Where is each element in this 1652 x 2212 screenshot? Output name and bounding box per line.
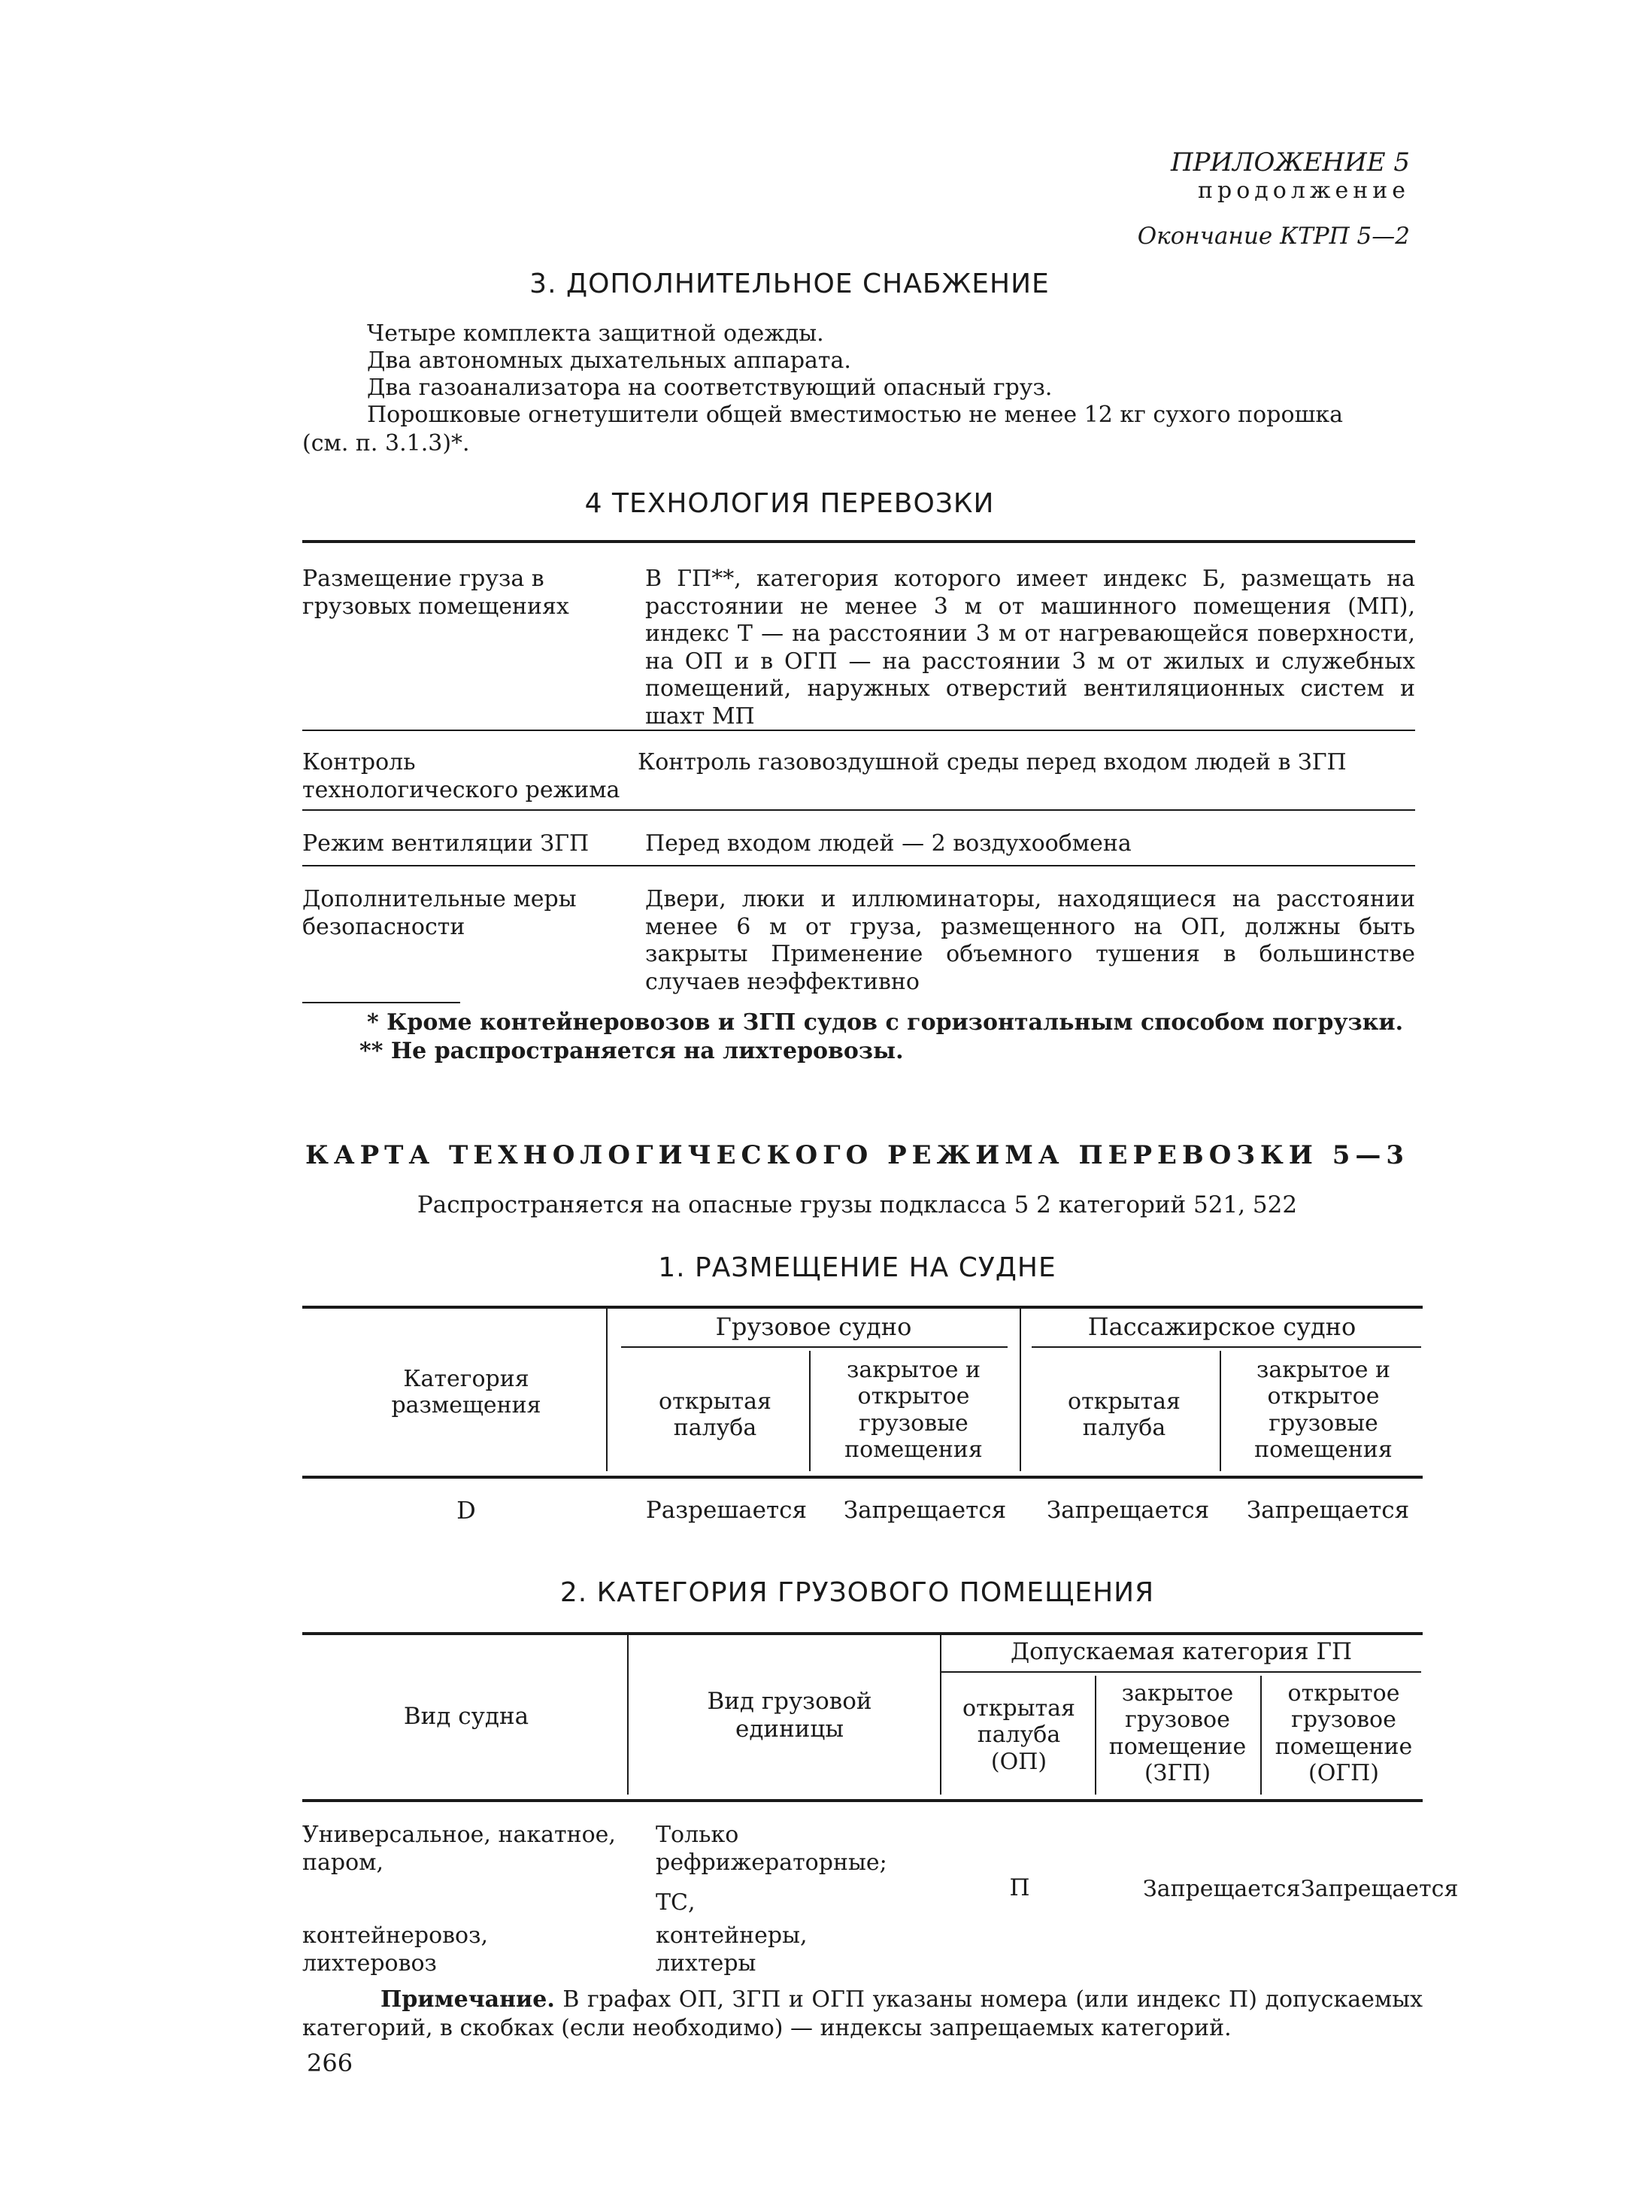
tech-row-label: Дополнительные меры безопасности bbox=[302, 886, 577, 940]
section4-title: 4 ТЕХНОЛОГИЯ ПЕРЕВОЗКИ bbox=[584, 488, 995, 519]
hold-cargo-unit: ТС, bbox=[656, 1889, 696, 1916]
supply-line-2: Два автономных дыхательных аппарата. bbox=[367, 347, 851, 374]
hold-cargo-unit: Только рефрижераторные; bbox=[656, 1822, 887, 1876]
table-vrule bbox=[1260, 1676, 1262, 1795]
hold-col-unit: Вид грузовой единицы bbox=[707, 1688, 872, 1743]
placement-sub-closed: закрытое и открытое грузовые помещения bbox=[844, 1357, 983, 1464]
table-rule bbox=[941, 1671, 1421, 1673]
table-vrule bbox=[1095, 1676, 1096, 1795]
tech-row-label: Размещение груза в грузовых помещениях bbox=[302, 566, 569, 620]
placement-cell: Запрещается bbox=[843, 1497, 1007, 1524]
placement-group-cargo: Грузовое судно bbox=[715, 1312, 912, 1341]
ktrp-subtitle: Распространяется на опасные грузы подкласса 5 2 категорий 521, 522 bbox=[417, 1191, 1298, 1218]
table-rule bbox=[302, 730, 1415, 731]
table-rule bbox=[621, 1346, 1008, 1348]
table-vrule bbox=[809, 1351, 811, 1471]
hold-cell-op: П bbox=[1009, 1874, 1030, 1901]
ktrp-ending-label: Окончание КТРП 5—2 bbox=[1137, 223, 1410, 250]
hold-sub-zgp: закрытое грузовое помещение (ЗГП) bbox=[1108, 1680, 1247, 1787]
table-rule bbox=[1032, 1346, 1421, 1348]
placement-sub-open: открытая палуба bbox=[659, 1388, 771, 1442]
placement-cell: D bbox=[456, 1496, 476, 1525]
table-rule bbox=[302, 865, 1415, 866]
hold-ship-type: контейнеровоз, лихтеровоз bbox=[302, 1922, 489, 1977]
table-vrule bbox=[627, 1635, 629, 1795]
ktrp-title: КАРТА ТЕХНОЛОГИЧЕСКОГО РЕЖИМА ПЕРЕВОЗКИ 5—3 bbox=[305, 1140, 1410, 1170]
table-rule bbox=[302, 1632, 1423, 1635]
tech-row-text: В ГП**, категория которого имеет индекс Б, размещать на расстоянии не менее 3 м от машинного помещения (МП), индекс Т — на расстоянии 3 м от нагревающейся поверхности, на ОП и в ОГП — на расстоянии 3 м от жилых и служебных помещений, наружных отверстий вентиляционных систем и шахт МП bbox=[645, 566, 1415, 730]
placement-sub-open: открытая палуба bbox=[1068, 1388, 1181, 1442]
table-vrule bbox=[1220, 1351, 1221, 1471]
placement-col-category: Категория размещения bbox=[391, 1366, 541, 1419]
hold-title: 2. КАТЕГОРИЯ ГРУЗОВОГО ПОМЕЩЕНИЯ bbox=[559, 1577, 1155, 1608]
section3-title: 3. ДОПОЛНИТЕЛЬНОЕ СНАБЖЕНИЕ bbox=[529, 269, 1050, 299]
table-rule bbox=[302, 1476, 1423, 1479]
footnote-2: ** Не распространяется на лихтеровозы. bbox=[359, 1038, 904, 1064]
supply-line-5: (см. п. 3.1.3)*. bbox=[302, 430, 470, 457]
hold-ship-type: Универсальное, накатное, паром, bbox=[302, 1822, 616, 1876]
tech-row-text: Контроль газовоздушной среды перед входом людей в ЗГП bbox=[638, 749, 1347, 775]
hold-sub-ogp: открытое грузовое помещение (ОГП) bbox=[1275, 1680, 1413, 1787]
table-rule bbox=[302, 540, 1415, 543]
footnote-rule bbox=[302, 1002, 460, 1003]
continuation-label: продолжение bbox=[1198, 178, 1410, 204]
tech-row-text: Перед входом людей — 2 воздухообмена bbox=[645, 830, 1132, 857]
footnote-1: * Кроме контейнеровозов и ЗГП судов с горизонтальным способом погрузки. bbox=[367, 1009, 1404, 1036]
table-rule bbox=[302, 1306, 1423, 1309]
supply-line-1: Четыре комплекта защитной одежды. bbox=[367, 320, 824, 347]
hold-sub-op: открытая палуба (ОП) bbox=[962, 1695, 1075, 1775]
tech-row-label: Контроль технологического режима bbox=[302, 749, 620, 803]
hold-cargo-unit: контейнеры, лихтеры bbox=[656, 1922, 808, 1977]
page-number: 266 bbox=[307, 2049, 353, 2077]
hold-group: Допускаемая категория ГП bbox=[1010, 1638, 1353, 1665]
placement-cell: Разрешается bbox=[645, 1497, 808, 1524]
placement-group-passenger: Пассажирское судно bbox=[1087, 1312, 1356, 1341]
placement-sub-closed: закрытое и открытое грузовые помещения bbox=[1254, 1357, 1393, 1464]
placement-title: 1. РАЗМЕЩЕНИЕ НА СУДНЕ bbox=[658, 1252, 1056, 1283]
note-label: Примечание. bbox=[380, 1986, 555, 2013]
hold-col-ship: Вид судна bbox=[403, 1703, 529, 1730]
note-text: В графах ОП, ЗГП и ОГП указаны номера (или индекс П) допускаемых категорий, в скобках (если необходимо) — индексы запрещаемых категорий. bbox=[302, 1986, 1423, 2041]
table-rule bbox=[302, 809, 1415, 811]
placement-cell: Запрещается bbox=[1246, 1497, 1410, 1524]
supply-line-4: Порошковые огнетушители общей вместимостью не менее 12 кг сухого порошка bbox=[367, 402, 1344, 428]
tech-row-text: Двери, люки и иллюминаторы, находящиеся на расстоянии менее 6 м от груза, размещенного на ОП, должны быть закрыты Применение объемного тушения в большинстве случаев неэффективно bbox=[645, 886, 1415, 995]
tech-row-label: Режим вентиляции ЗГП bbox=[302, 830, 590, 857]
hold-cell-ogp: Запрещается bbox=[1301, 1876, 1459, 1902]
appendix-title: ПРИЛОЖЕНИЕ 5 bbox=[1170, 147, 1410, 178]
hold-cell-zgp: Запрещается bbox=[1143, 1876, 1301, 1902]
placement-cell: Запрещается bbox=[1046, 1497, 1210, 1524]
table-note bbox=[302, 1986, 1423, 2042]
table-rule bbox=[302, 1799, 1423, 1802]
supply-line-3: Два газоанализатора на соответствующий опасный груз. bbox=[367, 375, 1053, 401]
